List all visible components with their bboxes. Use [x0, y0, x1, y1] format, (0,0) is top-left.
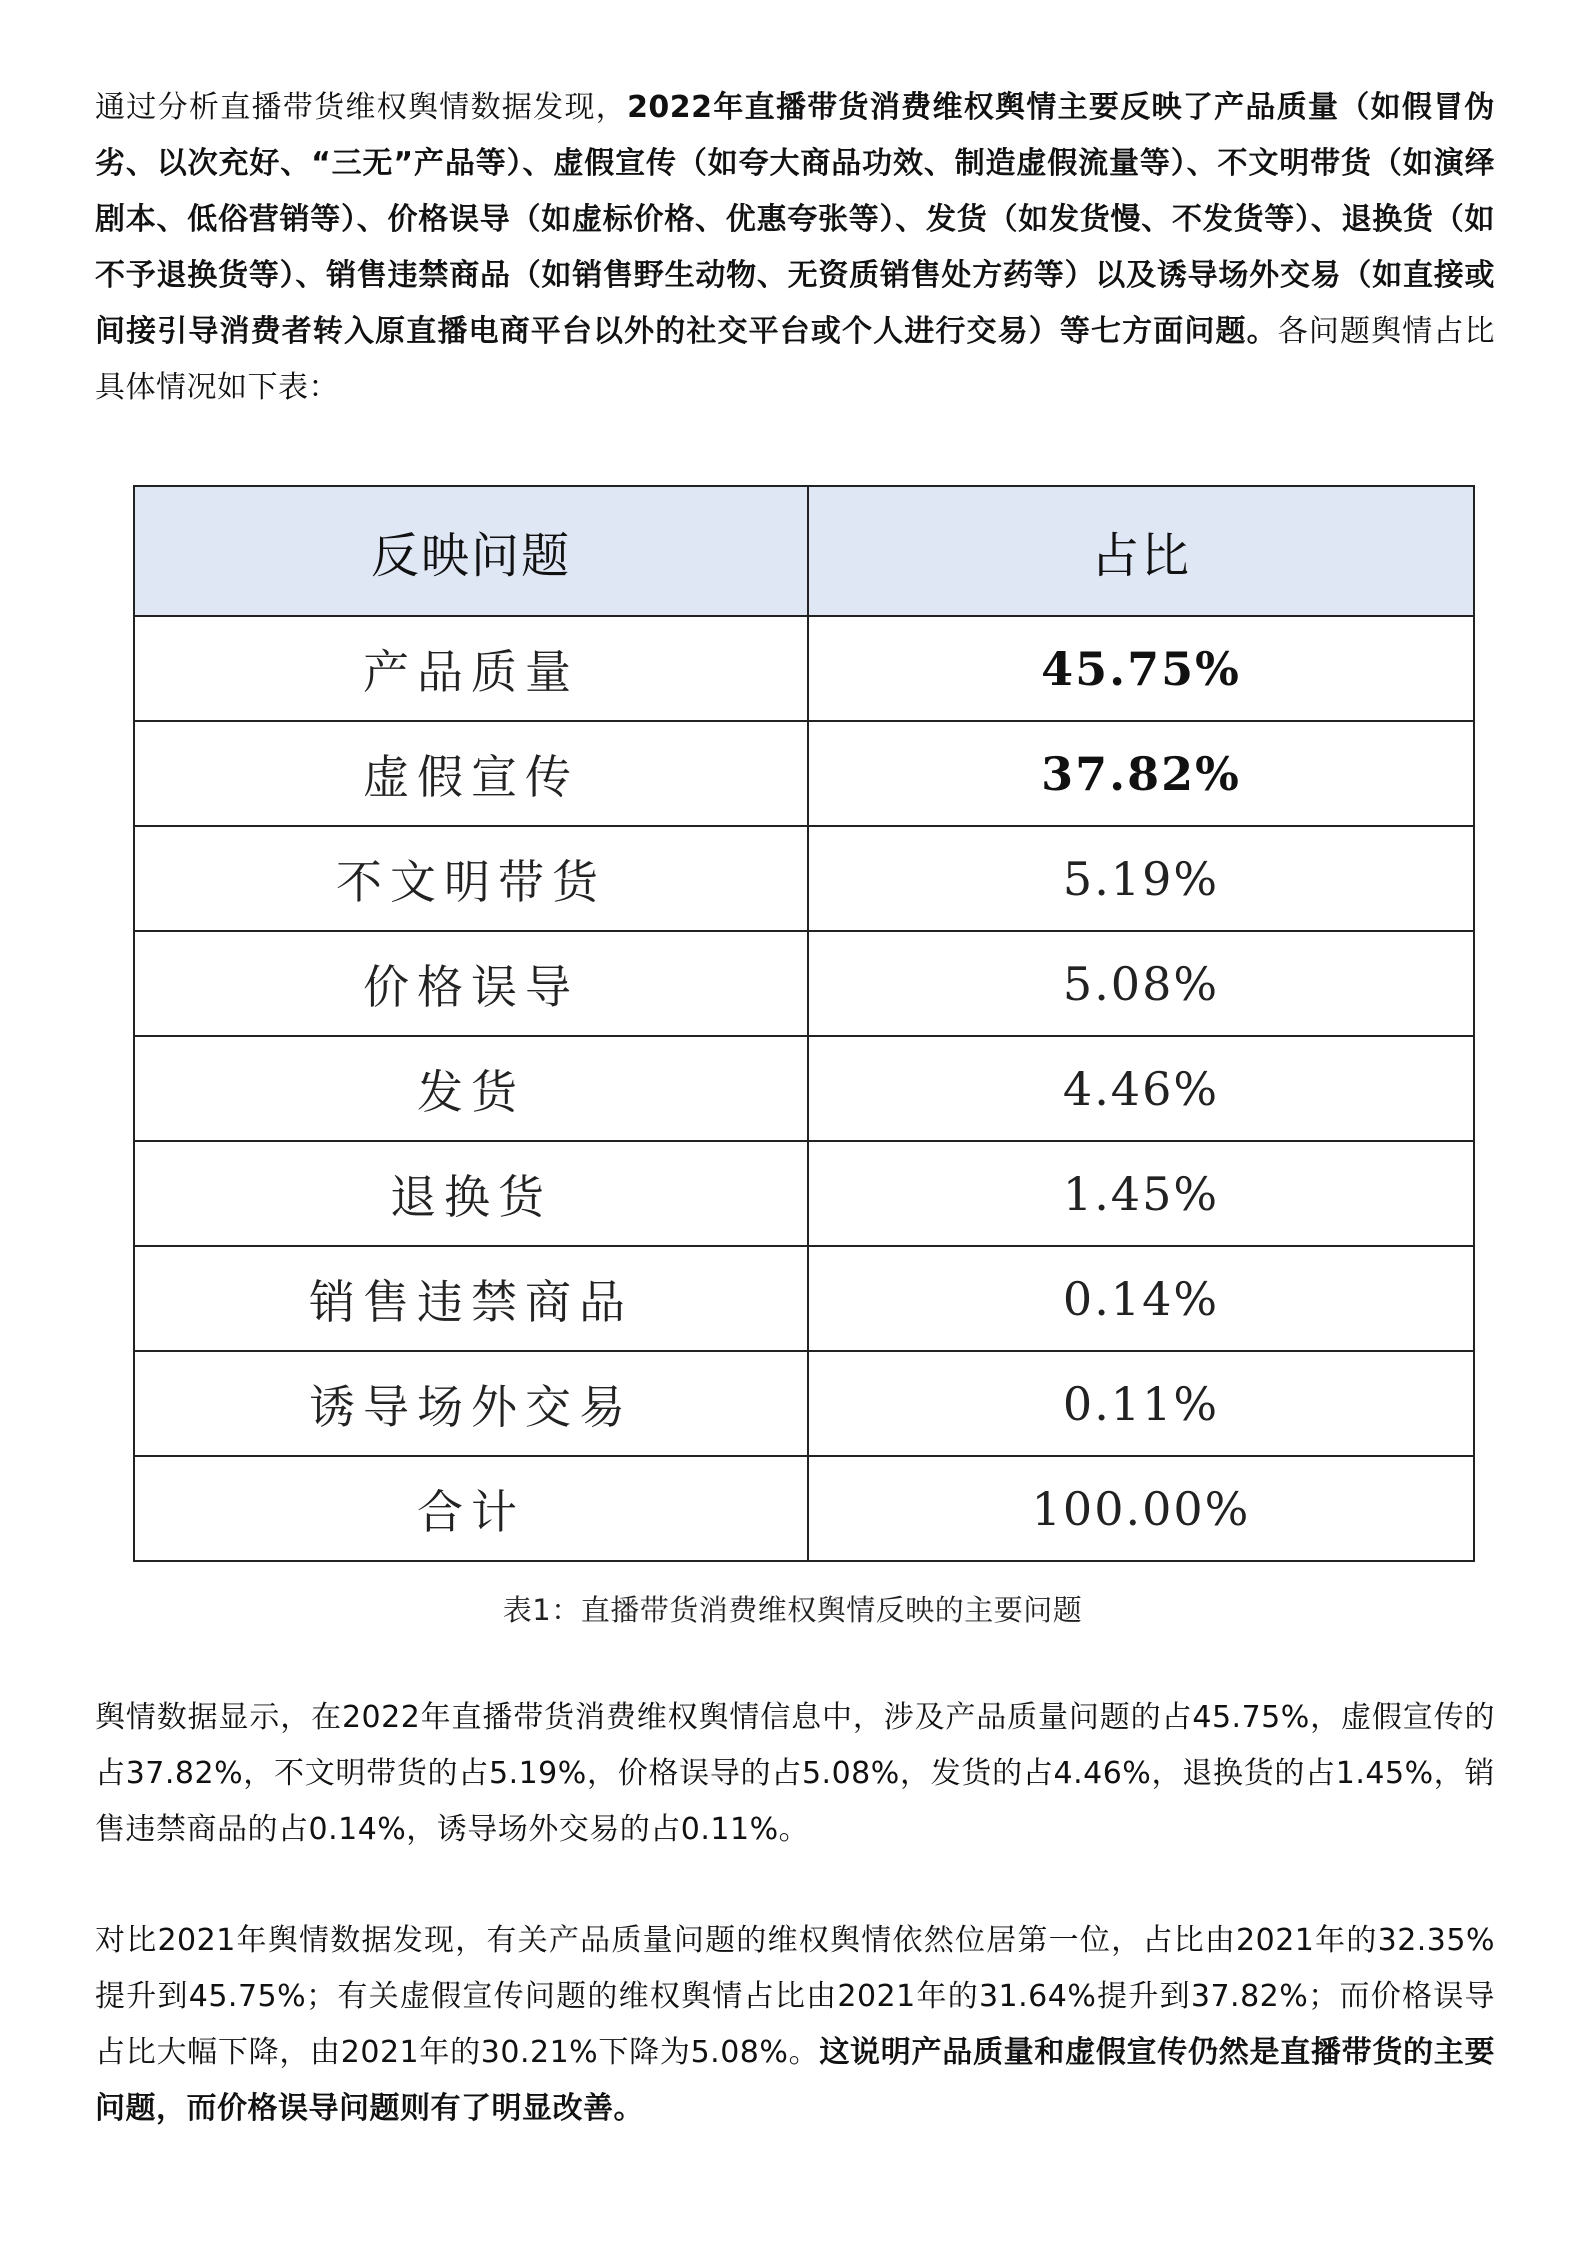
issue-cell: 退换货 — [134, 1141, 808, 1246]
intro-lead: 通过分析直播带货维权舆情数据发现， — [95, 90, 628, 125]
table-caption: 表1：直播带货消费维权舆情反映的主要问题 — [502, 1593, 1083, 1627]
issues-table — [133, 485, 1475, 1562]
header-share: 占比 — [808, 486, 1474, 616]
table-row — [134, 931, 1474, 1036]
table-row — [134, 1351, 1474, 1456]
share-cell: 0.11% — [808, 1351, 1474, 1456]
issue-cell: 虚假宣传 — [134, 721, 808, 826]
table-row — [134, 1036, 1474, 1141]
share-cell: 5.08% — [808, 931, 1474, 1036]
share-cell: 0.14% — [808, 1246, 1474, 1351]
issue-cell: 产品质量 — [134, 616, 808, 721]
table-header-row — [134, 486, 1474, 616]
comparison-paragraph — [95, 1913, 1495, 2137]
data-summary-paragraph: 舆情数据显示，在2022年直播带货消费维权舆情信息中，涉及产品质量问题的占45.75%，虚假宣传的占37.82%，不文明带货的占5.19%，价格误导的占5.08%，发货的占4.46%，退换货的占1.45%，销售违禁商品的占0.14%，诱导场外交易的占0.11%。 — [95, 1700, 1495, 1847]
header-issue: 反映问题 — [134, 486, 808, 616]
intro-tail: 各问题舆情占比具体情况如下表： — [95, 314, 1495, 405]
table-row — [134, 1246, 1474, 1351]
issue-cell: 销售违禁商品 — [134, 1246, 808, 1351]
share-cell: 4.46% — [808, 1036, 1474, 1141]
intro-bold-summary: 2022年直播带货消费维权舆情主要反映了产品质量（如假冒伪劣、以次充好、“三无”产品等）、虚假宣传（如夸大商品功效、制造虚假流量等）、不文明带货（如演绎剧本、低俗营销等）、价格误导（如虚标价格、优惠夸张等）、发货（如发货慢、不发货等）、退换货（如不予退换货等）、销售违禁商品（如销售野生动物、无资质销售处方药等）以及诱导场外交易（如直接或间接引导消费者转入原直播电商平台以外的社交平台或个人进行交易）等七方面问题。 — [95, 90, 1495, 349]
table-row — [134, 721, 1474, 826]
issue-cell: 发货 — [134, 1036, 808, 1141]
issue-cell: 诱导场外交易 — [134, 1351, 808, 1456]
table-row — [134, 1141, 1474, 1246]
issue-cell: 价格误导 — [134, 931, 808, 1036]
share-cell: 5.19% — [808, 826, 1474, 931]
comparison-bold-conclusion: 这说明产品质量和虚假宣传仍然是直播带货的主要问题，而价格误导问题则有了明显改善。 — [95, 2035, 1495, 2126]
share-cell: 45.75% — [808, 616, 1474, 721]
total-label-cell: 合计 — [134, 1456, 808, 1561]
comparison-lead: 对比2021年舆情数据发现，有关产品质量问题的维权舆情依然位居第一位，占比由2021年的32.35%提升到45.75%；有关虚假宣传问题的维权舆情占比由2021年的31.64%提升到37.82%；而价格误导占比大幅下降，由2021年的30.21%下降为5.08%。 — [95, 1923, 1495, 2070]
table-row — [134, 826, 1474, 931]
share-cell: 37.82% — [808, 721, 1474, 826]
total-share-cell: 100.00% — [808, 1456, 1474, 1561]
share-cell: 1.45% — [808, 1141, 1474, 1246]
issues-table-container — [133, 485, 1473, 1565]
issue-cell: 不文明带货 — [134, 826, 808, 931]
table-total-row — [134, 1456, 1474, 1561]
table-row — [134, 616, 1474, 721]
intro-paragraph — [95, 80, 1495, 416]
